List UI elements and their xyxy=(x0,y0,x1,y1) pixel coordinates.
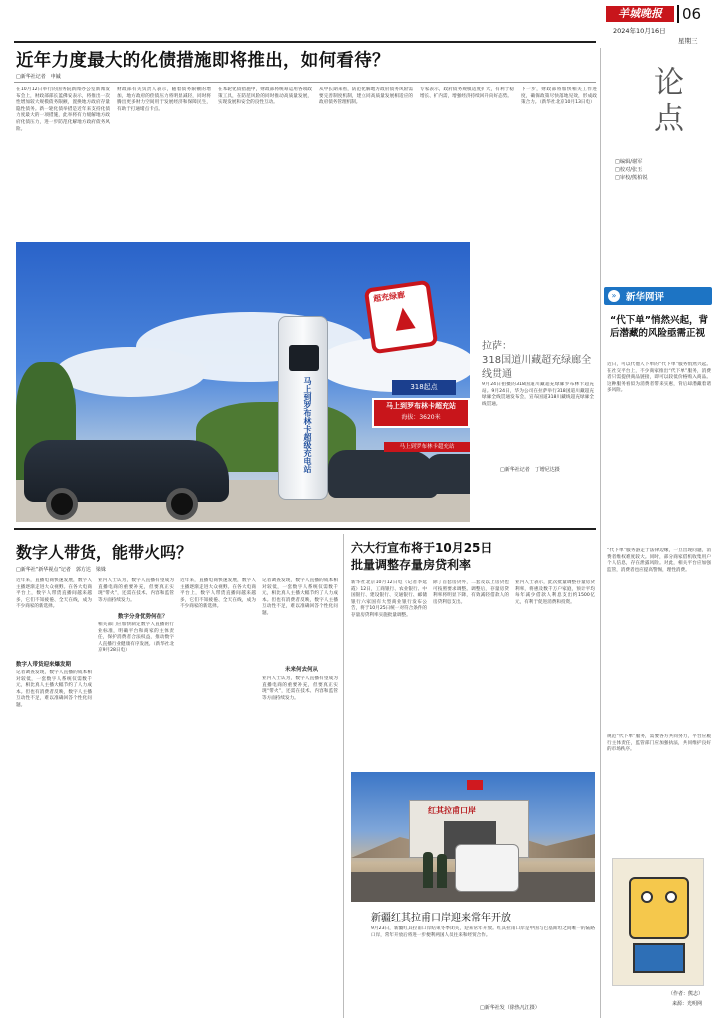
border-port-photo xyxy=(351,772,595,902)
cartoon-author: （作者：熊志） xyxy=(668,991,704,997)
officer-figure xyxy=(437,854,447,888)
digital-headline: 数字人带货，能带火吗？ xyxy=(16,543,193,562)
station-name-board: 马上到罗布林卡超充站 海拔：3620米 xyxy=(372,398,470,428)
sidebar-badge-label: 新华网评 xyxy=(626,292,665,303)
lead-byline-rule xyxy=(14,82,596,83)
lead-column-1: 在10月12日举行的国务院新闻办公室新闻发布会上，财政部部长蓝佛安表示，将推出一次性增加较大规模债务限额，置换地方政府存量隐性债务。新一轮化债举措是近年来支持化债力度最大的一项措施，此举将有力缓解地方政府化债压力，进一步防范化解地方政府债务风险。 xyxy=(16,87,110,132)
lead-column-2: 财政部有关负责人表示，随着债务限额的增加，地方政府的偿债压力将明显减轻，同时将腾出更多财力空间用于发展经济和保障民生，有助于打通堵点卡点。 xyxy=(117,87,211,112)
charging-station-photo xyxy=(16,242,470,522)
lead-column-5: 专家表示，政府债务规模适度扩大，有利于稳增长、扩内需，增强经济持续回升向好态势。 xyxy=(420,87,514,99)
editor-line: □编辑/谢军 xyxy=(615,159,643,165)
lead-column-6: 下一步，财政部将加快相关工作进度，确保政策尽快落地见效，形成政策合力。（新华社北京10月13日电） xyxy=(521,87,597,106)
digital-column-2b: 相关部门应加快制定数字人直播的行业标准，明确平台和商家的主体责任，保护消费者合法权益，推动数字人直播行业健康有序发展。（新华社北京9月28日电） xyxy=(98,622,174,654)
charging-pillar xyxy=(278,316,328,500)
column-divider xyxy=(343,534,344,1018)
editor-line: □校对/张玉 xyxy=(615,167,643,173)
sidebar-cartoon xyxy=(612,858,704,986)
top-rule xyxy=(14,41,596,43)
digital-column-4: 记者调查发现，数字人直播的成本相对较低，一套数字人系统仅需数千元，相比真人主播大幅节约了人力成本。但也有消费者反映，数字人主播互动性不足，难以准确回答个性化问题。 xyxy=(262,578,338,616)
section-rule xyxy=(14,528,596,530)
sidebar-title: “代下单”悄然兴起，背后潜藏的风险亟需正视 xyxy=(610,315,708,339)
digital-column-1b: 记者调查发现，数字人直播的成本相对较低，一套数字人系统仅需数千元，相比真人主播大幅节约了人力成本。但也有消费者反映，数字人主播互动性不足，难以准确回答个性化问题。 xyxy=(16,670,92,708)
lead-column-4: 从中长期来看，防范化解地方政府债务风险需要完善制度机制，建立同高质量发展相适应的政府债务管理机制。 xyxy=(319,87,413,106)
housing-headline: 六大行宣布将于10月25日 批量调整存量房贷利率 xyxy=(351,541,493,572)
flag-icon xyxy=(467,780,483,790)
lead-byline: □新华社记者 申铖 xyxy=(16,74,61,80)
digital-column-4b: 业内人士认为，数字人直播有望成为直播电商的重要补充，但要真正实现“带火”，还需在技术、内容和监管等方面持续发力。 xyxy=(262,676,338,701)
paper-logo: 羊城晚报 xyxy=(606,6,674,22)
housing-column-2: 除了首套房贷外，二套及以上房贷也可按照要求调整。调整后，存量房贷利率将明显下降，有效减轻借款人的房贷利息支出。 xyxy=(433,580,509,605)
digital-column-1: 近年来，直播电商快速发展，数字人主播逐渐走进大众视野。在各大电商平台上，数字人带货直播间越来越多，它们不知疲倦、全天在线，成为不少商家的新选择。 xyxy=(16,578,92,610)
editor-credits xyxy=(615,158,648,182)
digital-subhead-1: 数字人带货迎来爆发期 xyxy=(16,662,72,668)
pillar-label: 马上到罗布林卡超级充电站 xyxy=(303,377,312,473)
editor-line: □审校/熊柏锐 xyxy=(615,175,648,181)
port-caption-text: 9月23日，新疆红其拉甫口岸结束冬季闭关，迎来常年开放。红其拉甫口岸是中国与巴基斯坦之间唯一的陆路口岸，常年开放后将进一步便利两国人员往来和经贸合作。 xyxy=(371,926,595,938)
port-caption-title: 新疆红其拉甫口岸迎来常年开放 xyxy=(371,913,511,924)
port-sign: 红其拉甫口岸 xyxy=(428,806,476,815)
sidebar-divider xyxy=(600,48,601,1018)
page-number xyxy=(677,5,701,23)
digital-column-2: 业内人士认为，数字人直播有望成为直播电商的重要补充，但要真正实现“带火”，还需在技术、内容和监管等方面持续发力。 xyxy=(98,578,174,603)
photo-caption-credit: □新华社记者 丁增尼达摄 xyxy=(500,467,560,473)
port-caption-credit: □新华社发（徐热凡江摄） xyxy=(480,1005,540,1011)
digital-subhead-2: 数字分身优势何在？ xyxy=(118,614,168,620)
sidebar-body-2: “代下单”服务游走于法律边缘，一旦出现问题，消费者维权难度较大。同时，部分商家借机收集用户个人信息，存在泄露风险。对此，相关平台应加强监管，消费者也应提高警惕，理性消费。 xyxy=(607,548,711,573)
car-icon xyxy=(328,450,438,498)
issue-date: 2024年10月16日 xyxy=(613,27,666,35)
photo-caption-title: 拉萨： 318国道川藏超充绿廊全线贯通 xyxy=(482,341,592,380)
lead-column-3: 在本轮化债措施中，财政部将统筹运用各项政策工具，在防范风险的同时推动高质量发展，实现发展和安全的良性互动。 xyxy=(218,87,312,106)
page-number-text: 06 xyxy=(677,5,701,23)
double-chevron-icon: » xyxy=(608,290,620,302)
sidebar-badge xyxy=(604,287,712,305)
digital-byline: □新华社“新华视点”记者 郭方达 梁姝 xyxy=(16,567,106,573)
cartoon-credit: 来源：光明网 xyxy=(672,1001,703,1007)
photo-caption-text: 9月24日拍摄的318国道川藏超充绿廊罗布林卡超充站。9月24日，华为公司在拉萨举行318国道川藏超充绿廊全线贯通发布会，宣布国道318川藏线超充绿廊全线贯通。 xyxy=(482,382,594,407)
route-label: 318起点 xyxy=(392,380,456,395)
van-icon xyxy=(455,844,519,892)
digital-subhead-3: 未来何去何从 xyxy=(285,667,319,673)
issue-weekday: 星期三 xyxy=(678,37,698,45)
super-charge-sign: 超充绿廊 xyxy=(364,280,439,355)
sidebar-body-1: 近日，可以代他人下单的“代下单”服务悄然兴起。在社交平台上，不少商家推出“代下单”服务，消费者只需提供商品链接，即可以较低价格购入商品。这种服务看似为消费者带来实惠，背后却潜藏着诸多风险。 xyxy=(607,362,711,394)
section-title: 论点 xyxy=(648,66,683,138)
digital-column-3: 近年来，直播电商快速发展，数字人主播逐渐走进大众视野。在各大电商平台上，数字人带货直播间越来越多，它们不知疲倦、全天在线，成为不少商家的新选择。 xyxy=(180,578,256,610)
housing-column-1: 新华社北京10月12日电（记者李延霞）12日，工商银行、农业银行、中国银行、建设银行、交通银行、邮储银行六家国有大型商业银行发布公告，将于10月25日统一对符合条件的存量房贷利率实施批量调整。 xyxy=(351,580,427,618)
lead-headline: 近年力度最大的化债措施即将推出，如何看待？ xyxy=(16,51,390,71)
sidebar-body-3: 规范“代下单”服务，需要各方共同努力，平台应履行主体责任，监管部门应加强执法，共同维护良好的市场秩序。 xyxy=(607,734,711,753)
housing-column-3: 业内人士表示，此次批量调整存量房贷利率，将惠及数千万户家庭，预计平均每年减少借款人利息支出约1500亿元，有利于促进消费和投资。 xyxy=(515,580,595,605)
station-banner: 马上到罗布林卡超充站 xyxy=(384,442,470,452)
officer-figure xyxy=(423,852,433,888)
